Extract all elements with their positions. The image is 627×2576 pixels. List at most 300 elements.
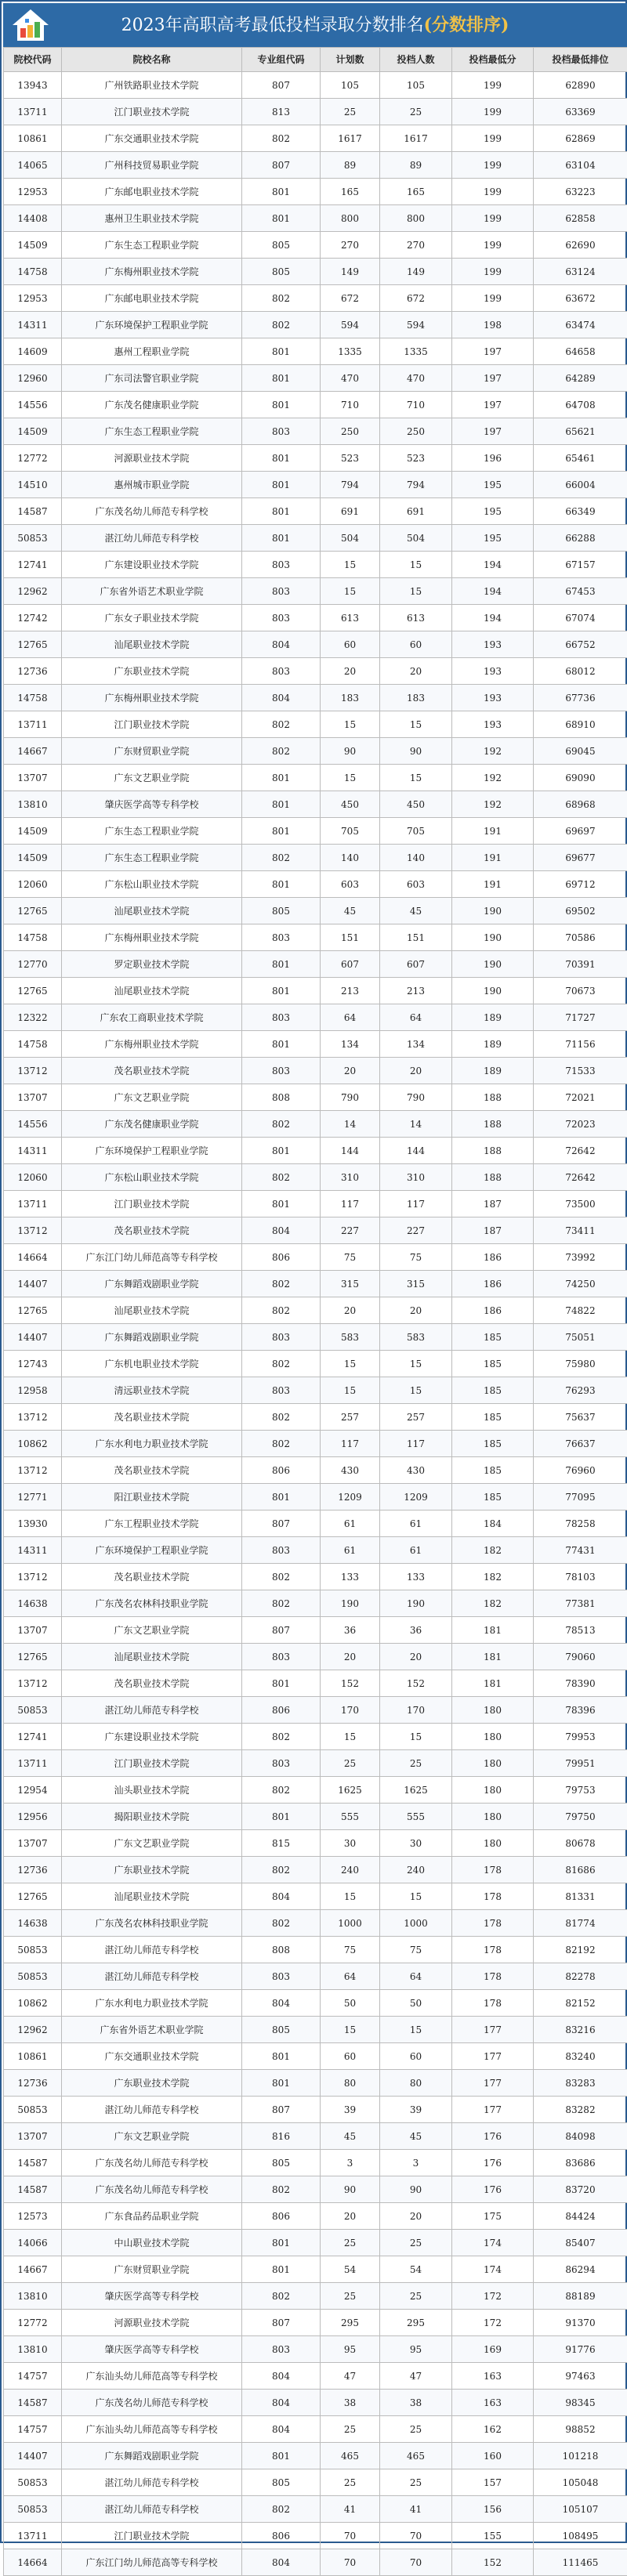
min-score-cell: 197 — [452, 418, 534, 445]
table-row — [4, 1004, 627, 1031]
min-rank-cell: 75637 — [534, 1404, 627, 1431]
group-code-cell: 801 — [242, 525, 321, 552]
table-row — [4, 2416, 627, 2443]
min-score-cell: 191 — [452, 871, 534, 898]
group-code-cell: 801 — [242, 392, 321, 418]
enrolled-count-cell: 25 — [380, 2230, 452, 2256]
school-code-cell: 12772 — [4, 2310, 62, 2336]
school-name-cell: 广东省外语艺术职业学院 — [62, 2017, 242, 2043]
school-name-cell: 广东邮电职业技术学院 — [62, 285, 242, 312]
school-code-cell: 13707 — [4, 765, 62, 791]
min-rank-cell: 65461 — [534, 445, 627, 472]
school-code-cell: 13712 — [4, 1670, 62, 1697]
table-row — [4, 978, 627, 1004]
min-rank-cell: 98852 — [534, 2416, 627, 2443]
enrolled-count-cell: 523 — [380, 445, 452, 472]
table-row — [4, 1404, 627, 1431]
col-header-code: 院校代码 — [4, 48, 62, 72]
min-score-cell: 194 — [452, 552, 534, 578]
plan-count-cell: 117 — [321, 1431, 380, 1457]
min-score-cell: 194 — [452, 605, 534, 631]
group-code-cell: 801 — [242, 2070, 321, 2097]
min-rank-cell: 71156 — [534, 1031, 627, 1058]
school-name-cell: 广东江门幼儿师范高等专科学校 — [62, 2549, 242, 2576]
school-code-cell: 14667 — [4, 2256, 62, 2283]
table-row — [4, 871, 627, 898]
page-title — [3, 3, 627, 47]
enrolled-count-cell: 30 — [380, 1830, 452, 1857]
min-score-cell: 177 — [452, 2043, 534, 2070]
min-rank-cell: 88189 — [534, 2283, 627, 2310]
table-row — [4, 1830, 627, 1857]
school-code-cell: 12573 — [4, 2203, 62, 2230]
enrolled-count-cell: 257 — [380, 1404, 452, 1431]
plan-count-cell: 95 — [321, 2336, 380, 2363]
school-name-cell: 广东舞蹈戏剧职业学院 — [62, 1324, 242, 1351]
group-code-cell: 803 — [242, 924, 321, 951]
plan-count-cell: 20 — [321, 1644, 380, 1670]
min-rank-cell: 79753 — [534, 1777, 627, 1804]
min-score-cell: 193 — [452, 658, 534, 685]
enrolled-count-cell: 1617 — [380, 125, 452, 152]
school-name-cell: 茂名职业技术学院 — [62, 1564, 242, 1590]
table-row — [4, 445, 627, 472]
group-code-cell: 806 — [242, 1244, 321, 1271]
enrolled-count-cell: 710 — [380, 392, 452, 418]
school-name-cell: 广东职业技术学院 — [62, 2070, 242, 2097]
school-name-cell: 广东文艺职业学院 — [62, 1830, 242, 1857]
min-score-cell: 174 — [452, 2230, 534, 2256]
min-score-cell: 169 — [452, 2336, 534, 2363]
col-header-plan: 计划数 — [321, 48, 380, 72]
enrolled-count-cell: 20 — [380, 1297, 452, 1324]
school-name-cell: 广东机电职业技术学院 — [62, 1351, 242, 1377]
title-main: 2023年高职高考最低投档录取分数排名 — [121, 16, 424, 35]
plan-count-cell: 64 — [321, 1963, 380, 1990]
min-rank-cell: 77095 — [534, 1484, 627, 1511]
min-score-cell: 181 — [452, 1617, 534, 1644]
plan-count-cell: 607 — [321, 951, 380, 978]
table-row — [4, 1031, 627, 1058]
admission-score-table — [3, 47, 627, 2576]
school-name-cell: 广州科技贸易职业学院 — [62, 152, 242, 179]
plan-count-cell: 90 — [321, 738, 380, 765]
min-rank-cell: 80678 — [534, 1830, 627, 1857]
school-code-cell: 12322 — [4, 1004, 62, 1031]
min-score-cell: 195 — [452, 472, 534, 498]
min-score-cell: 182 — [452, 1564, 534, 1590]
school-code-cell: 13810 — [4, 791, 62, 818]
title-banner — [3, 3, 627, 47]
min-score-cell: 199 — [452, 259, 534, 285]
enrolled-count-cell: 504 — [380, 525, 452, 552]
school-name-cell: 中山职业技术学院 — [62, 2230, 242, 2256]
min-rank-cell: 83720 — [534, 2176, 627, 2203]
plan-count-cell: 1335 — [321, 338, 380, 365]
table-row — [4, 1804, 627, 1830]
school-code-cell: 12953 — [4, 179, 62, 205]
min-rank-cell: 62869 — [534, 125, 627, 152]
group-code-cell: 803 — [242, 658, 321, 685]
plan-count-cell: 1625 — [321, 1777, 380, 1804]
enrolled-count-cell: 794 — [380, 472, 452, 498]
group-code-cell: 801 — [242, 498, 321, 525]
group-code-cell: 804 — [242, 1883, 321, 1910]
plan-count-cell: 60 — [321, 2043, 380, 2070]
enrolled-count-cell: 140 — [380, 845, 452, 871]
table-row — [4, 1271, 627, 1297]
min-rank-cell: 91370 — [534, 2310, 627, 2336]
plan-count-cell: 583 — [321, 1324, 380, 1351]
plan-count-cell: 41 — [321, 2496, 380, 2523]
min-score-cell: 180 — [452, 1804, 534, 1830]
min-score-cell: 178 — [452, 1963, 534, 1990]
min-score-cell: 175 — [452, 2203, 534, 2230]
plan-count-cell: 90 — [321, 2176, 380, 2203]
min-rank-cell: 75980 — [534, 1351, 627, 1377]
group-code-cell: 801 — [242, 1031, 321, 1058]
group-code-cell: 802 — [242, 1857, 321, 1883]
table-row — [4, 2363, 627, 2390]
min-score-cell: 163 — [452, 2363, 534, 2390]
school-code-cell: 14609 — [4, 338, 62, 365]
plan-count-cell: 14 — [321, 1111, 380, 1138]
school-code-cell: 12770 — [4, 951, 62, 978]
table-row — [4, 418, 627, 445]
school-name-cell: 江门职业技术学院 — [62, 1750, 242, 1777]
group-code-cell: 806 — [242, 2203, 321, 2230]
enrolled-count-cell: 183 — [380, 685, 452, 711]
enrolled-count-cell: 20 — [380, 658, 452, 685]
enrolled-count-cell: 15 — [380, 552, 452, 578]
school-name-cell: 广东生态工程职业学院 — [62, 845, 242, 871]
table-row — [4, 1297, 627, 1324]
group-code-cell: 802 — [242, 1111, 321, 1138]
school-code-cell: 50853 — [4, 525, 62, 552]
min-score-cell: 190 — [452, 924, 534, 951]
school-code-cell: 14757 — [4, 2416, 62, 2443]
enrolled-count-cell: 240 — [380, 1857, 452, 1883]
table-row — [4, 1191, 627, 1217]
min-rank-cell: 82278 — [534, 1963, 627, 1990]
enrolled-count-cell: 25 — [380, 1750, 452, 1777]
min-rank-cell: 62890 — [534, 72, 627, 99]
school-name-cell: 茂名职业技术学院 — [62, 1670, 242, 1697]
school-name-cell: 广东梅州职业技术学院 — [62, 685, 242, 711]
table-row — [4, 338, 627, 365]
group-code-cell: 801 — [242, 765, 321, 791]
school-code-cell: 14587 — [4, 2176, 62, 2203]
group-code-cell: 805 — [242, 898, 321, 924]
min-rank-cell: 63124 — [534, 259, 627, 285]
min-score-cell: 156 — [452, 2496, 534, 2523]
enrolled-count-cell: 691 — [380, 498, 452, 525]
table-row — [4, 2097, 627, 2123]
min-rank-cell: 67736 — [534, 685, 627, 711]
enrolled-count-cell: 790 — [380, 1084, 452, 1111]
group-code-cell: 803 — [242, 1750, 321, 1777]
table-row — [4, 1857, 627, 1883]
group-code-cell: 801 — [242, 871, 321, 898]
school-code-cell: 12962 — [4, 2017, 62, 2043]
group-code-cell: 804 — [242, 685, 321, 711]
group-code-cell: 802 — [242, 1297, 321, 1324]
plan-count-cell: 270 — [321, 232, 380, 259]
table-row — [4, 685, 627, 711]
group-code-cell: 802 — [242, 738, 321, 765]
school-name-cell: 广东文艺职业学院 — [62, 765, 242, 791]
school-code-cell: 14509 — [4, 418, 62, 445]
school-code-cell: 13712 — [4, 1457, 62, 1484]
enrolled-count-cell: 15 — [380, 2017, 452, 2043]
plan-count-cell: 25 — [321, 2283, 380, 2310]
school-code-cell: 14664 — [4, 1244, 62, 1271]
plan-count-cell: 20 — [321, 658, 380, 685]
plan-count-cell: 430 — [321, 1457, 380, 1484]
col-header-school: 院校名称 — [62, 48, 242, 72]
table-row — [4, 1697, 627, 1724]
enrolled-count-cell: 25 — [380, 2283, 452, 2310]
school-name-cell: 广东茂名健康职业学院 — [62, 1111, 242, 1138]
min-score-cell: 192 — [452, 791, 534, 818]
group-code-cell: 801 — [242, 365, 321, 392]
min-rank-cell: 65621 — [534, 418, 627, 445]
plan-count-cell: 70 — [321, 2523, 380, 2549]
plan-count-cell: 20 — [321, 1058, 380, 1084]
plan-count-cell: 691 — [321, 498, 380, 525]
group-code-cell: 803 — [242, 1004, 321, 1031]
min-rank-cell: 63474 — [534, 312, 627, 338]
group-code-cell: 801 — [242, 1484, 321, 1511]
group-code-cell: 801 — [242, 472, 321, 498]
group-code-cell: 802 — [242, 1431, 321, 1457]
school-name-cell: 肇庆医学高等专科学校 — [62, 2283, 242, 2310]
school-code-cell: 13810 — [4, 2283, 62, 2310]
group-code-cell: 803 — [242, 605, 321, 631]
group-code-cell: 804 — [242, 2549, 321, 2576]
plan-count-cell: 75 — [321, 1244, 380, 1271]
min-score-cell: 185 — [452, 1484, 534, 1511]
min-rank-cell: 64289 — [534, 365, 627, 392]
enrolled-count-cell: 90 — [380, 738, 452, 765]
table-row — [4, 1111, 627, 1138]
enrolled-count-cell: 25 — [380, 99, 452, 125]
school-code-cell: 14587 — [4, 2390, 62, 2416]
min-score-cell: 191 — [452, 818, 534, 845]
school-code-cell: 12743 — [4, 1351, 62, 1377]
enrolled-count-cell: 20 — [380, 2203, 452, 2230]
school-name-cell: 广州铁路职业技术学院 — [62, 72, 242, 99]
plan-count-cell: 15 — [321, 1883, 380, 1910]
min-score-cell: 185 — [452, 1377, 534, 1404]
min-score-cell: 187 — [452, 1191, 534, 1217]
min-score-cell: 195 — [452, 498, 534, 525]
school-name-cell: 广东舞蹈戏剧职业学院 — [62, 2443, 242, 2469]
min-rank-cell: 66349 — [534, 498, 627, 525]
min-rank-cell: 64658 — [534, 338, 627, 365]
table-row — [4, 2043, 627, 2070]
plan-count-cell: 47 — [321, 2363, 380, 2390]
school-name-cell: 湛江幼儿师范专科学校 — [62, 1963, 242, 1990]
school-code-cell: 12741 — [4, 552, 62, 578]
enrolled-count-cell: 213 — [380, 978, 452, 1004]
min-score-cell: 180 — [452, 1777, 534, 1804]
plan-count-cell: 310 — [321, 1164, 380, 1191]
min-rank-cell: 70586 — [534, 924, 627, 951]
school-name-cell: 广东茂名农林科技职业学院 — [62, 1590, 242, 1617]
school-code-cell: 50853 — [4, 2097, 62, 2123]
school-code-cell: 14587 — [4, 2150, 62, 2176]
school-name-cell: 广东茂名幼儿师范专科学校 — [62, 2176, 242, 2203]
group-code-cell: 801 — [242, 1191, 321, 1217]
min-score-cell: 180 — [452, 1750, 534, 1777]
min-rank-cell: 68968 — [534, 791, 627, 818]
school-code-cell: 13712 — [4, 1217, 62, 1244]
table-row — [4, 845, 627, 871]
table-row — [4, 818, 627, 845]
school-code-cell: 13712 — [4, 1058, 62, 1084]
min-rank-cell: 68012 — [534, 658, 627, 685]
school-name-cell: 广东汕头幼儿师范高等专科学校 — [62, 2363, 242, 2390]
school-code-cell: 12953 — [4, 285, 62, 312]
enrolled-count-cell: 61 — [380, 1511, 452, 1537]
min-rank-cell: 78396 — [534, 1697, 627, 1724]
group-code-cell: 802 — [242, 125, 321, 152]
group-code-cell: 802 — [242, 711, 321, 738]
plan-count-cell: 1209 — [321, 1484, 380, 1511]
min-rank-cell: 105048 — [534, 2469, 627, 2496]
school-code-cell: 14509 — [4, 845, 62, 871]
table-row — [4, 631, 627, 658]
plan-count-cell: 183 — [321, 685, 380, 711]
table-row — [4, 1883, 627, 1910]
group-code-cell: 801 — [242, 2443, 321, 2469]
group-code-cell: 802 — [242, 1271, 321, 1297]
plan-count-cell: 15 — [321, 552, 380, 578]
plan-count-cell: 295 — [321, 2310, 380, 2336]
group-code-cell: 802 — [242, 845, 321, 871]
school-name-cell: 湛江幼儿师范专科学校 — [62, 1937, 242, 1963]
table-row — [4, 125, 627, 152]
school-name-cell: 河源职业技术学院 — [62, 2310, 242, 2336]
school-code-cell: 14311 — [4, 1537, 62, 1564]
enrolled-count-cell: 64 — [380, 1004, 452, 1031]
min-rank-cell: 74250 — [534, 1271, 627, 1297]
table-row — [4, 1590, 627, 1617]
school-name-cell: 广东茂名幼儿师范专科学校 — [62, 2150, 242, 2176]
school-name-cell: 广东文艺职业学院 — [62, 1617, 242, 1644]
enrolled-count-cell: 134 — [380, 1031, 452, 1058]
min-rank-cell: 69677 — [534, 845, 627, 871]
min-rank-cell: 73500 — [534, 1191, 627, 1217]
min-rank-cell: 79951 — [534, 1750, 627, 1777]
min-score-cell: 190 — [452, 951, 534, 978]
table-row — [4, 2310, 627, 2336]
school-code-cell: 12736 — [4, 1857, 62, 1883]
group-code-cell: 805 — [242, 2469, 321, 2496]
plan-count-cell: 61 — [321, 1537, 380, 1564]
school-code-cell: 14757 — [4, 2363, 62, 2390]
min-rank-cell: 67074 — [534, 605, 627, 631]
group-code-cell: 808 — [242, 1937, 321, 1963]
table-row — [4, 179, 627, 205]
plan-count-cell: 149 — [321, 259, 380, 285]
min-score-cell: 172 — [452, 2310, 534, 2336]
min-score-cell: 193 — [452, 631, 534, 658]
plan-count-cell: 25 — [321, 2469, 380, 2496]
plan-count-cell: 144 — [321, 1138, 380, 1164]
plan-count-cell: 45 — [321, 898, 380, 924]
group-code-cell: 803 — [242, 1324, 321, 1351]
enrolled-count-cell: 64 — [380, 1963, 452, 1990]
group-code-cell: 803 — [242, 2336, 321, 2363]
plan-count-cell: 60 — [321, 631, 380, 658]
min-rank-cell: 101218 — [534, 2443, 627, 2469]
enrolled-count-cell: 14 — [380, 1111, 452, 1138]
school-code-cell: 14758 — [4, 685, 62, 711]
min-rank-cell: 83283 — [534, 2070, 627, 2097]
table-row — [4, 791, 627, 818]
enrolled-count-cell: 15 — [380, 711, 452, 738]
min-rank-cell: 97463 — [534, 2363, 627, 2390]
min-rank-cell: 81331 — [534, 1883, 627, 1910]
min-score-cell: 188 — [452, 1164, 534, 1191]
group-code-cell: 802 — [242, 1164, 321, 1191]
enrolled-count-cell: 800 — [380, 205, 452, 232]
school-name-cell: 广东建设职业技术学院 — [62, 552, 242, 578]
table-row — [4, 472, 627, 498]
group-code-cell: 801 — [242, 445, 321, 472]
plan-count-cell: 25 — [321, 99, 380, 125]
group-code-cell: 803 — [242, 1058, 321, 1084]
table-row — [4, 738, 627, 765]
plan-count-cell: 470 — [321, 365, 380, 392]
table-row — [4, 2443, 627, 2469]
plan-count-cell: 710 — [321, 392, 380, 418]
plan-count-cell: 705 — [321, 818, 380, 845]
min-score-cell: 193 — [452, 711, 534, 738]
plan-count-cell: 64 — [321, 1004, 380, 1031]
min-score-cell: 157 — [452, 2469, 534, 2496]
table-row — [4, 2203, 627, 2230]
min-rank-cell: 63369 — [534, 99, 627, 125]
plan-count-cell: 25 — [321, 2416, 380, 2443]
school-code-cell: 14664 — [4, 2549, 62, 2576]
group-code-cell: 813 — [242, 99, 321, 125]
group-code-cell: 807 — [242, 152, 321, 179]
min-rank-cell: 78390 — [534, 1670, 627, 1697]
plan-count-cell: 613 — [321, 605, 380, 631]
group-code-cell: 807 — [242, 1511, 321, 1537]
table-row — [4, 765, 627, 791]
min-score-cell: 198 — [452, 312, 534, 338]
enrolled-count-cell: 3 — [380, 2150, 452, 2176]
enrolled-count-cell: 1335 — [380, 338, 452, 365]
school-name-cell: 江门职业技术学院 — [62, 2523, 242, 2549]
min-score-cell: 181 — [452, 1670, 534, 1697]
table-row — [4, 1351, 627, 1377]
enrolled-count-cell: 75 — [380, 1937, 452, 1963]
school-code-cell: 13707 — [4, 1830, 62, 1857]
enrolled-count-cell: 250 — [380, 418, 452, 445]
group-code-cell: 805 — [242, 2017, 321, 2043]
enrolled-count-cell: 15 — [380, 578, 452, 605]
min-score-cell: 177 — [452, 2070, 534, 2097]
enrolled-count-cell: 1000 — [380, 1910, 452, 1937]
plan-count-cell: 523 — [321, 445, 380, 472]
enrolled-count-cell: 38 — [380, 2390, 452, 2416]
group-code-cell: 808 — [242, 1084, 321, 1111]
